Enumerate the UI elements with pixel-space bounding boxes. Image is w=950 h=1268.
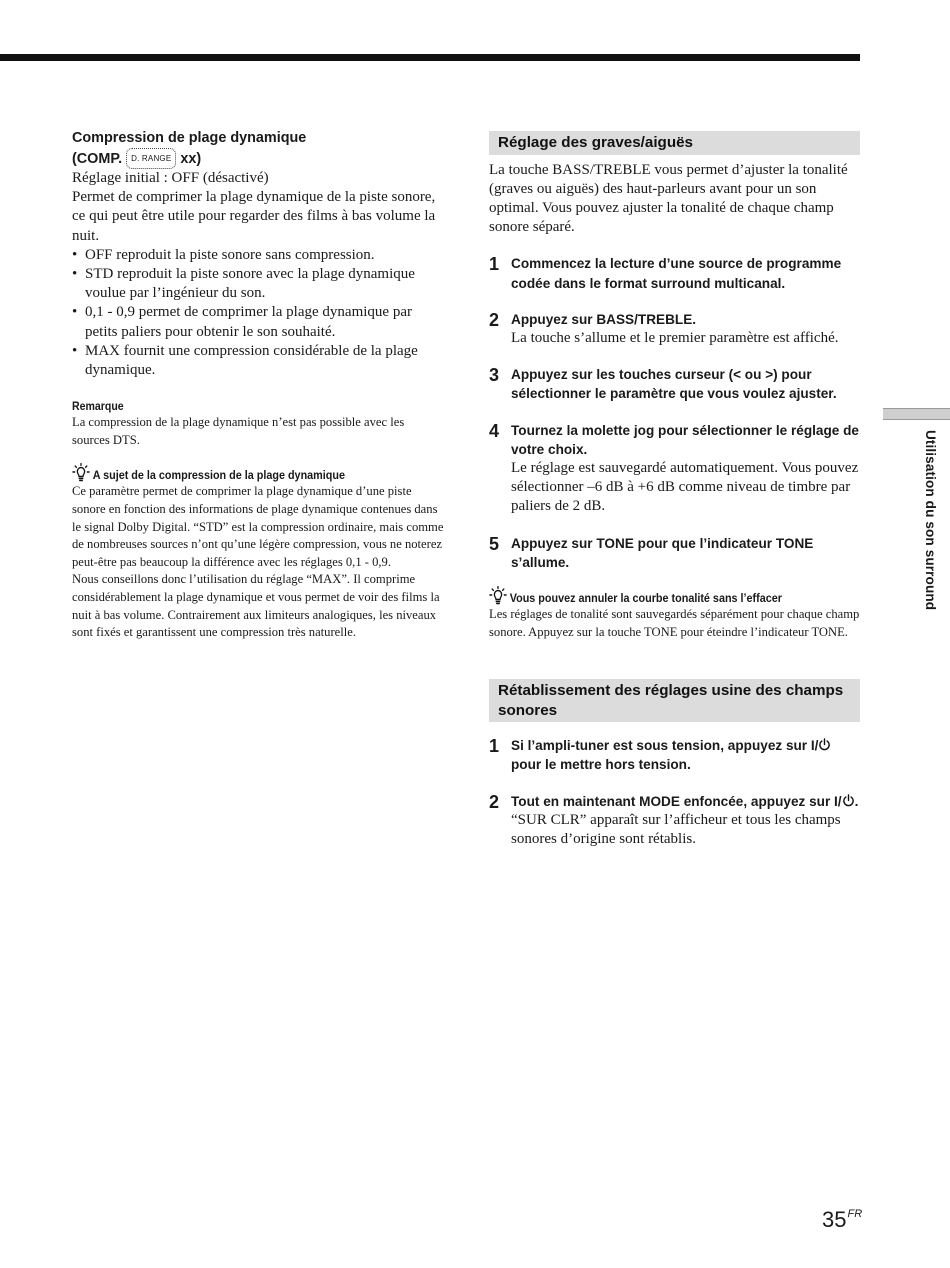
tone-tip-title: Vous pouvez annuler la courbe tonalité sans l’effacer: [509, 590, 782, 605]
comp-heading-prefix: (COMP.: [72, 151, 123, 167]
section-title-factory-reset: Rétablissement des réglages usine des champs sonores: [489, 679, 860, 722]
initial-setting: Réglage initial : OFF (désactivé): [72, 170, 269, 186]
step-item: [489, 534, 860, 572]
step-title-part: .: [854, 793, 859, 809]
section-intro: La touche BASS/TREBLE vous permet d’ajuster la tonalité (graves ou aiguës) des haut-parleurs avant pour un son optimal. Vous pouvez ajuster la tonalité de chaque champ sonore séparé.: [489, 161, 848, 236]
step-number: 3: [489, 365, 500, 386]
step-item: [489, 365, 860, 403]
tip-text-2: Nous conseillons donc l’utilisation du réglage “MAX”. Il comprime considérablement la plage dynamique et vous permet de voir des films la nuit à bas volume. Contrairement aux limiteurs analogiques, les niveaux sont fixés et garantissent une compression très naturelle.: [72, 572, 440, 640]
tone-tip-heading: [489, 586, 823, 606]
top-rule: [0, 54, 860, 61]
step-title-part: Si l’ampli-tuner est sous tension, appuyez sur I/: [511, 738, 819, 754]
step-desc: La touche s’allume et le premier paramètre est affiché.: [511, 329, 839, 346]
step-item: [489, 254, 860, 292]
side-tab-marker: [883, 408, 950, 420]
left-column: [72, 129, 444, 642]
step-body: [511, 534, 860, 572]
step-body: [511, 310, 860, 348]
tone-tip-text: Les réglages de tonalité sont sauvegardés séparément pour chaque champ sonore. Appuyez sur la touche TONE pour éteindre l’indicateur TONE.: [489, 606, 860, 639]
section-title-bass-treble: Réglage des graves/aiguës: [489, 131, 860, 155]
page-number-suffix: FR: [847, 1208, 863, 1220]
tip-heading: [72, 463, 407, 483]
step-item: [489, 421, 860, 517]
step-number: 4: [489, 420, 500, 441]
step-number: 5: [489, 533, 500, 554]
comp-heading-line1: Compression de plage dynamique: [72, 130, 307, 146]
step-number: 1: [489, 254, 500, 275]
step-item: [489, 736, 860, 774]
power-icon: [818, 738, 831, 751]
tip-title: A sujet de la compression de la plage dynamique: [92, 468, 345, 483]
step-number: 1: [489, 736, 500, 757]
step-desc: “SUR CLR” apparaît sur l’afficheur et tous les champs sonores d’origine sont rétablis.: [511, 811, 841, 847]
step-title: Appuyez sur BASS/TREBLE.: [511, 311, 697, 327]
side-section-label: Utilisation du son surround: [923, 430, 938, 611]
step-number: 2: [489, 791, 500, 812]
step-title-part: pour le mettre hors tension.: [511, 757, 691, 773]
bullet-item: • STD reproduit la piste sonore avec la plage dynamique voulue par l’ingénieur du son.: [72, 265, 444, 303]
step-body: [511, 421, 860, 517]
right-column: [489, 131, 860, 849]
step-body: [511, 254, 860, 292]
comp-intro: Permet de comprimer la plage dynamique de la piste sonore, ce qui peut être utile pour regarder des films à bas volume la nuit.: [72, 189, 436, 244]
step-item: [489, 792, 860, 850]
step-body: [511, 736, 860, 774]
step-item: [489, 310, 860, 348]
bullet-item: • 0,1 - 0,9 permet de comprimer la plage dynamique par petits paliers pour obtenir le son souhaité.: [72, 303, 444, 341]
step-number: 2: [489, 309, 500, 330]
step-body: [511, 792, 860, 850]
lightbulb-icon: [72, 463, 90, 483]
note-title: Remarque: [72, 399, 124, 414]
tip-text-1: Ce paramètre permet de comprimer la plage dynamique d’une piste sonore en fonction des informations de plage dynamique contenues dans le signal Dolby Digital. “STD” est la compression ordinaire, mais comme de nombreuses sources n’ont qu’une légère compression, vous ne noterez peut-être pas beaucoup la différence avec les réglages 0,1 - 0,9.: [72, 484, 444, 569]
comp-heading: [72, 129, 444, 169]
step-title: Tournez la molette jog pour sélectionner le réglage de votre choix.: [511, 422, 859, 457]
steps-list: [489, 254, 860, 572]
power-icon: [842, 794, 855, 807]
step-body: [511, 365, 860, 403]
d-range-badge: D. RANGE: [126, 148, 176, 169]
page-number-value: 35: [822, 1207, 847, 1232]
step-title: [511, 792, 860, 811]
step-title: Appuyez sur les touches curseur (< ou >) pour sélectionner le paramètre que vous voulez ajuster.: [511, 367, 837, 402]
bullet-item: • MAX fournit une compression considérable de la plage dynamique.: [72, 342, 444, 380]
comp-heading-suffix: xx): [180, 151, 202, 167]
step-title: Appuyez sur TONE pour que l’indicateur TONE s’allume.: [511, 535, 814, 570]
note-text: La compression de la plage dynamique n’est pas possible avec les sources DTS.: [72, 415, 405, 447]
page-number: [822, 1200, 862, 1234]
comp-heading-line2: [72, 148, 444, 169]
bullet-item: • OFF reproduit la piste sonore sans compression.: [72, 246, 444, 265]
step-title: Commencez la lecture d’une source de programme codée dans le format surround multicanal.: [511, 256, 842, 291]
comp-bullets: [72, 246, 444, 380]
step-desc: Le réglage est sauvegardé automatiquement. Vous pouvez sélectionner –6 dB à +6 dB comme niveau de timbre par paliers de 2 dB.: [511, 459, 859, 515]
lightbulb-icon: [489, 586, 507, 606]
step-title-part: Tout en maintenant MODE enfoncée, appuyez sur I/: [511, 793, 842, 809]
step-title: [511, 736, 860, 774]
